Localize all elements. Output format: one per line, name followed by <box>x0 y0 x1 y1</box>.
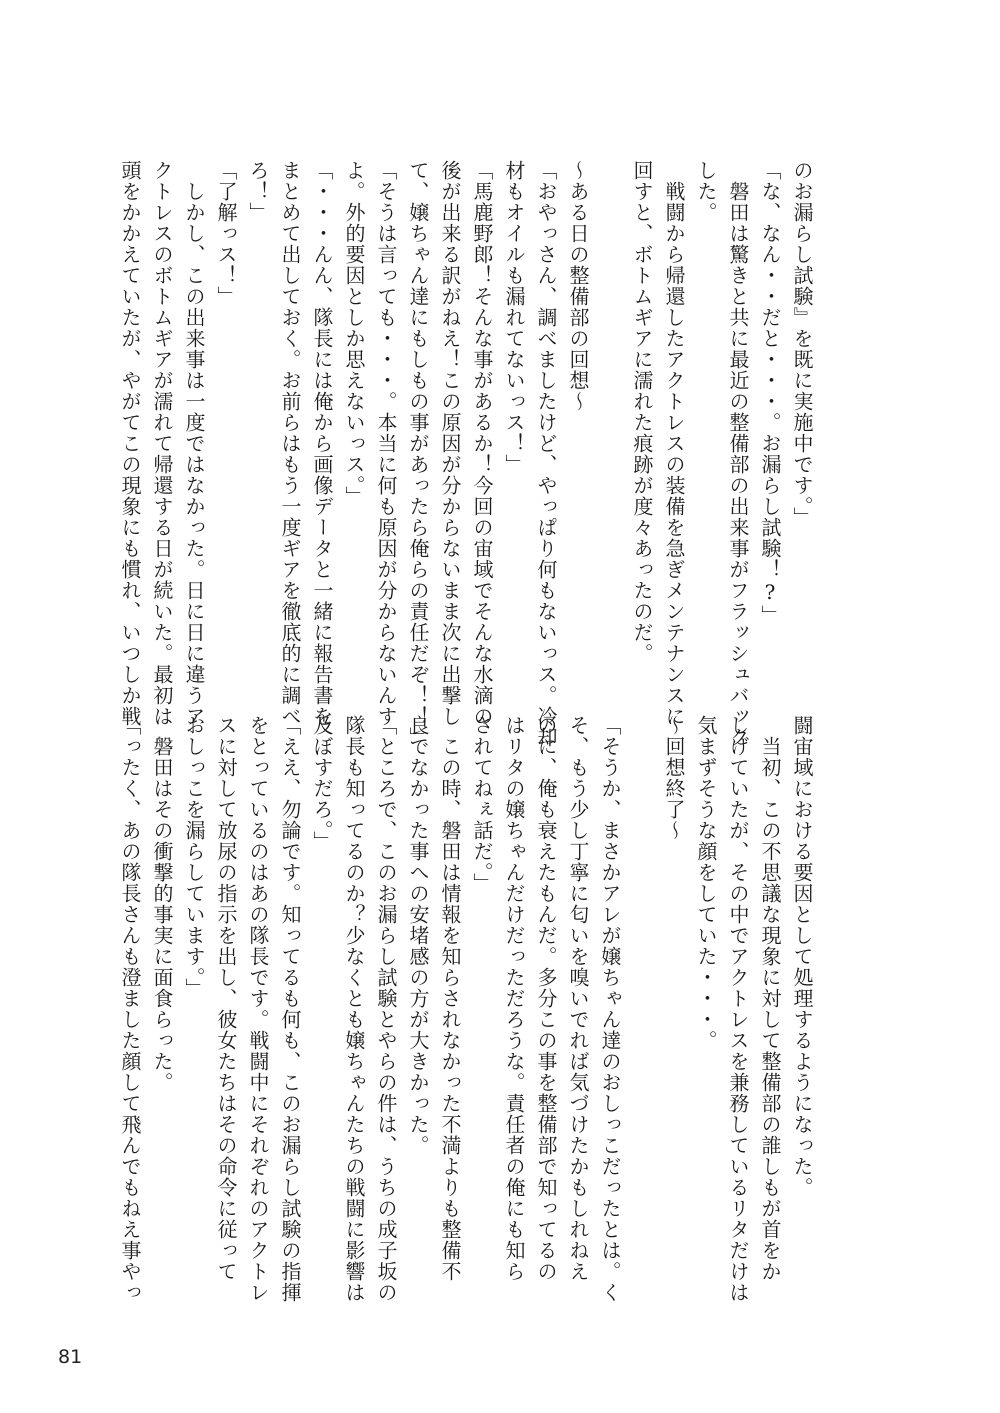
bottom-block-line: 当初、この不思議な現象に対して整備部の誰しもが首をか <box>758 715 782 1282</box>
top-block-line: よ。外的要因としか思えないっス。」 <box>342 160 366 507</box>
bottom-block-line: 「そうか、まさかアレが嬢ちゃん達のおしっこだったとは。く <box>598 715 622 1303</box>
text-block-top <box>118 160 818 748</box>
bottom-block-line: 磐田はその衝撃的事実に面食らった。 <box>150 715 174 1093</box>
bottom-block-line <box>626 715 658 1255</box>
bottom-block-line: 「ったく、あの隊長さんも澄ました顔して飛んでもねえ事やっ <box>118 715 142 1303</box>
bottom-block-line: ～回想終了～ <box>662 715 686 841</box>
text-block-bottom <box>118 715 818 1303</box>
top-block-line: 「了解っス！」 <box>214 160 238 307</box>
top-block-line: クトレスのボトムギアが濡れて帰還する日が続いた。最初は <box>150 160 174 727</box>
bottom-block-line: されてねぇ話だ。」 <box>470 715 494 894</box>
top-block-line: した。 <box>694 160 718 223</box>
top-block-line: のお漏らし試験』を既に実施中です。」 <box>790 160 814 528</box>
page-number: 81 <box>58 1346 83 1368</box>
bottom-block-line: スに対して放尿の指示を出し、彼女たちはその命令に従って <box>214 715 238 1282</box>
top-block-line: 「な、なん・・だと・・・。お漏らし試験！?」 <box>758 160 782 626</box>
top-block-line: 回すと、ボトムギアに濡れた痕跡が度々あったのだ。 <box>630 160 654 664</box>
bottom-block-line: 及ぼすだろ。」 <box>310 715 334 852</box>
bottom-block-line: おしっこを漏らしています。」 <box>182 715 206 999</box>
top-block-line <box>594 160 626 680</box>
bottom-block-line: をとっているのはあの隊長です。戦闘中にそれぞれのアクトレ <box>246 715 270 1303</box>
top-block-line: 後が出来る訳がねえ！この原因が分からないまま次に出撃し <box>438 160 462 727</box>
top-block-line: 頭をかかえていたが、やがてこの現象にも慣れ、いつしか戦 <box>118 160 142 727</box>
bottom-block-line: そ、もう少し丁寧に匂いを嗅いでれば気づけたかもしれねえ <box>566 715 590 1282</box>
bottom-block-line: 隊長も知ってるのか？少なくとも嬢ちゃんたちの戦闘に影響は <box>342 715 366 1303</box>
top-block-line: 戦闘から帰還したアクトレスの装備を急ぎメンテナンスに <box>662 160 686 727</box>
top-block-line: ～ある日の整備部の回想～ <box>566 160 590 412</box>
top-block-line: ろ！」 <box>246 160 270 223</box>
top-block-line: 磐田は驚きと共に最近の整備部の出来事がフラッシュバック <box>726 160 750 748</box>
bottom-block-line: しげていたが、その中でアクトレスを兼務しているリタだけは <box>726 715 750 1303</box>
top-block-line: 材もオイルも漏れてないっス！」 <box>502 160 526 475</box>
bottom-block-line: 気まずそうな顔をしていた・・・。 <box>694 715 718 1051</box>
bottom-block-line: 良でなかった事への安堵感の方が大きかった。 <box>406 715 430 1156</box>
top-block-line: 「おやっさん、調べましたけど、やっぱり何もないっス。冷却 <box>534 160 558 748</box>
bottom-block-line: 「ところで、このお漏らし試験とやらの件は、うちの成子坂の <box>374 715 398 1303</box>
bottom-block-line: この時、磐田は情報を知らされなかった不満よりも整備不 <box>438 715 462 1282</box>
top-block-line: て、嬢ちゃん達にもしもの事があったら俺らの責任だぞ！！」 <box>406 160 430 748</box>
bottom-block-line: 「ええ、勿論です。知ってるも何も、このお漏らし試験の指揮 <box>278 715 302 1303</box>
top-block-line: まとめて出しておく。お前らはもう一度ギアを徹底的に調べ <box>278 160 302 727</box>
top-block-line: 「馬鹿野郎！そんな事があるか！今回の宙域でそんな水滴の <box>470 160 494 727</box>
top-block-line: しかし、この出来事は一度ではなかった。日に日に違うア <box>182 160 206 727</box>
bottom-block-line: のに、俺も衰えたもんだ。多分この事を整備部で知ってるの <box>534 715 558 1282</box>
bottom-block-line: はリタの嬢ちゃんだけだっただろうな。責任者の俺にも知ら <box>502 715 526 1282</box>
top-block-line: 「そうは言っても・・・。本当に何も原因が分からないんす <box>374 160 398 727</box>
top-block-line: 「・・・んん、隊長には俺から画像データと一緒に報告書を <box>310 160 334 727</box>
bottom-block-line: 闘宙域における要因として処理するようになった。 <box>790 715 814 1198</box>
